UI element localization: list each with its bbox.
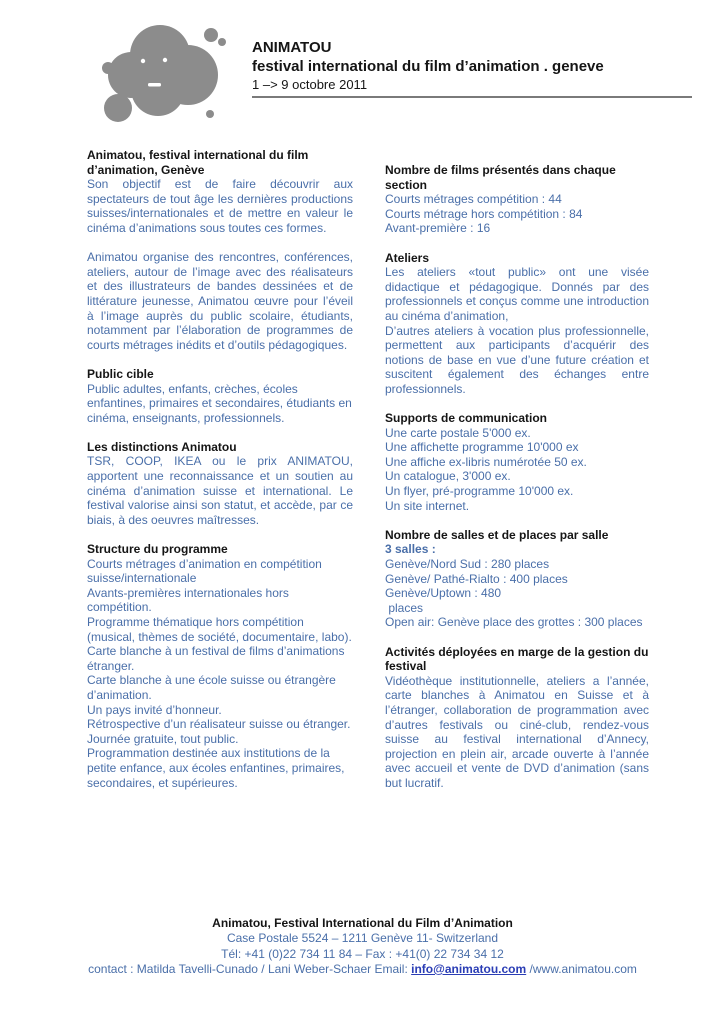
footer-festival-name: Animatou, Festival International du Film d’Animation [212,916,513,930]
paragraph: Carte blanche à une école suisse ou étrangère d’animation. [87,673,336,702]
section-heading: Nombre de salles et de places par salle [385,527,609,542]
section [385,163,649,236]
paragraph: Une affiche ex-libris numérotée 50 ex. [385,454,587,469]
paragraph: Genève/Uptown : 480 [385,586,502,601]
footer-phone-fax: Tél: +41 (0)22 734 11 84 – Fax : +41(0) 22 734 34 12 [221,946,504,961]
section-heading: Public cible [87,366,154,381]
right-column [385,163,649,791]
paragraph: Les ateliers «tout public» ont une visée didactique et pédagogique. Donnés par des professionnels et conçus comme une introduction au cinéma d’animation, [385,265,649,323]
paragraph: Genève/Nord Sud : 280 places [385,557,550,572]
paragraph: Programmation destinée aux institutions de la petite enfance, aux écoles enfantines, primaires, secondaires, et supérieures. [87,746,345,790]
footer-contact-suffix: /www.animatou.com [526,961,637,976]
paragraph: places [385,600,424,615]
left-column [87,148,353,790]
festival-subtitle: festival international du film d’animation . geneve [252,58,604,75]
cloud-logo [98,25,238,130]
paragraph: Animatou organise des rencontres, conférences, ateliers, autour de l’image avec des réalisateurs et des illustrateurs de bandes dessinées et de littérature jeunesse, Animatou œuvre pour l’éveil à l’image auprès du public scolaire, étudiants, notamment par l’élaboration de programmes de courts métrages inédits et d’outils pédagogiques. [87,250,353,352]
paragraph: Public adultes, enfants, crèches, écoles enfantines, primaires et secondaires, étudiants en cinéma, enseignants, professionnels. [87,381,352,425]
paragraph: Genève/ Pathé-Rialto : 400 places [385,571,568,586]
section-heading: Les distinctions Animatou [87,439,237,454]
cloud-mouth [148,83,161,87]
cloud-logo-image [98,25,238,125]
header-title-block [252,38,692,98]
section-heading: Supports de communication [385,411,548,426]
paragraph: D’autres ateliers à vocation plus professionnelle, permettent aux participants d’acquérir des notions de base en vue d’une future création et suscitent également des échanges entre professionnels. [385,323,649,396]
paragraph: Carte blanche à un festival de films d’animations étranger. [87,644,345,673]
paragraph: Un catalogue, 3'000 ex. [385,469,511,484]
footer-address: Case Postale 5524 – 1211 Genève 11- Switzerland [226,931,499,946]
section-heading: Structure du programme [87,542,228,557]
festival-dates: 1 –> 9 octobre 2011 [252,77,368,92]
cloud-eye-left [141,59,145,63]
section-heading: Ateliers [385,250,430,265]
cloud-eye-right [163,58,167,62]
paragraph: Avant-première : 16 [385,221,491,236]
festival-title: ANIMATOU [252,39,332,56]
paragraph: Vidéothèque institutionnelle, ateliers a l’année, carte blanches à Animatou en Suisse et à l’étranger, collaboration de programmation avec d’autres festivals ou ciné-club, rendez-vous suisse au festival international d’Annecy, projection en plein air, arcade ouverte à l’année avec accueil et vente de DVD d’animation (sans but lucratif. [385,673,649,790]
section-heading: Activités déployées en marge de la gestion du festival [385,644,649,674]
paragraph: Journée gratuite, tout public. [87,731,239,746]
section-heading: Animatou, festival international du film d’animation, Genève [87,148,309,177]
section [87,367,353,425]
paragraph: Courts métrage hors compétition : 84 [385,206,583,221]
paragraph: Son objectif est de faire découvrir aux spectateurs de tout âge les dernières productions suisses/internationales et de mettre en valeur le cinéma d’animations sous toutes ces formes. [87,177,353,235]
section [87,542,353,790]
paragraph: Une carte postale 5'000 ex. [385,425,531,440]
section [87,148,353,352]
paragraph: Un pays invité d’honneur. [87,702,222,717]
paragraph: Rétrospective d’un réalisateur suisse ou étranger. [87,717,351,732]
section [385,528,649,630]
section [385,251,649,397]
paragraph: Un flyer, pré-programme 10'000 ex. [385,484,574,499]
paragraph: Un site internet. [385,498,470,513]
paragraph: Courts métrages compétition : 44 [385,192,562,207]
footer-contact-prefix: contact : Matilda Tavelli-Cunado / Lani Weber-Schaer Email: [88,961,412,976]
footer [0,916,725,977]
paragraph: Une affichette programme 10'000 ex [385,440,579,455]
paragraph: 3 salles : [385,542,436,557]
section-heading: Nombre de films présentés dans chaque section [385,163,616,192]
section [87,440,353,528]
paragraph: Courts métrages d’animation en compétition suisse/internationale [87,556,322,586]
paragraph: Open air: Genève place des grottes : 300 places [385,615,643,630]
paragraph: Programme thématique hors compétition (musical, thèmes de société, documentaire, labo). [87,615,352,644]
section [385,645,649,791]
paragraph: TSR, COOP, IKEA ou le prix ANIMATOU, apportent une reconnaissance et un soutien au cinéma d’animation suisse et international. Le festival valorise ainsi son statut, et accède, par ce biais, à des oeuvres maîtresses. [87,454,353,527]
footer-contact-line [0,962,725,977]
section [385,411,649,513]
email-link[interactable]: info@animatou.com [411,961,527,976]
paragraph: Avants-premières internationales hors compétition. [87,585,289,615]
